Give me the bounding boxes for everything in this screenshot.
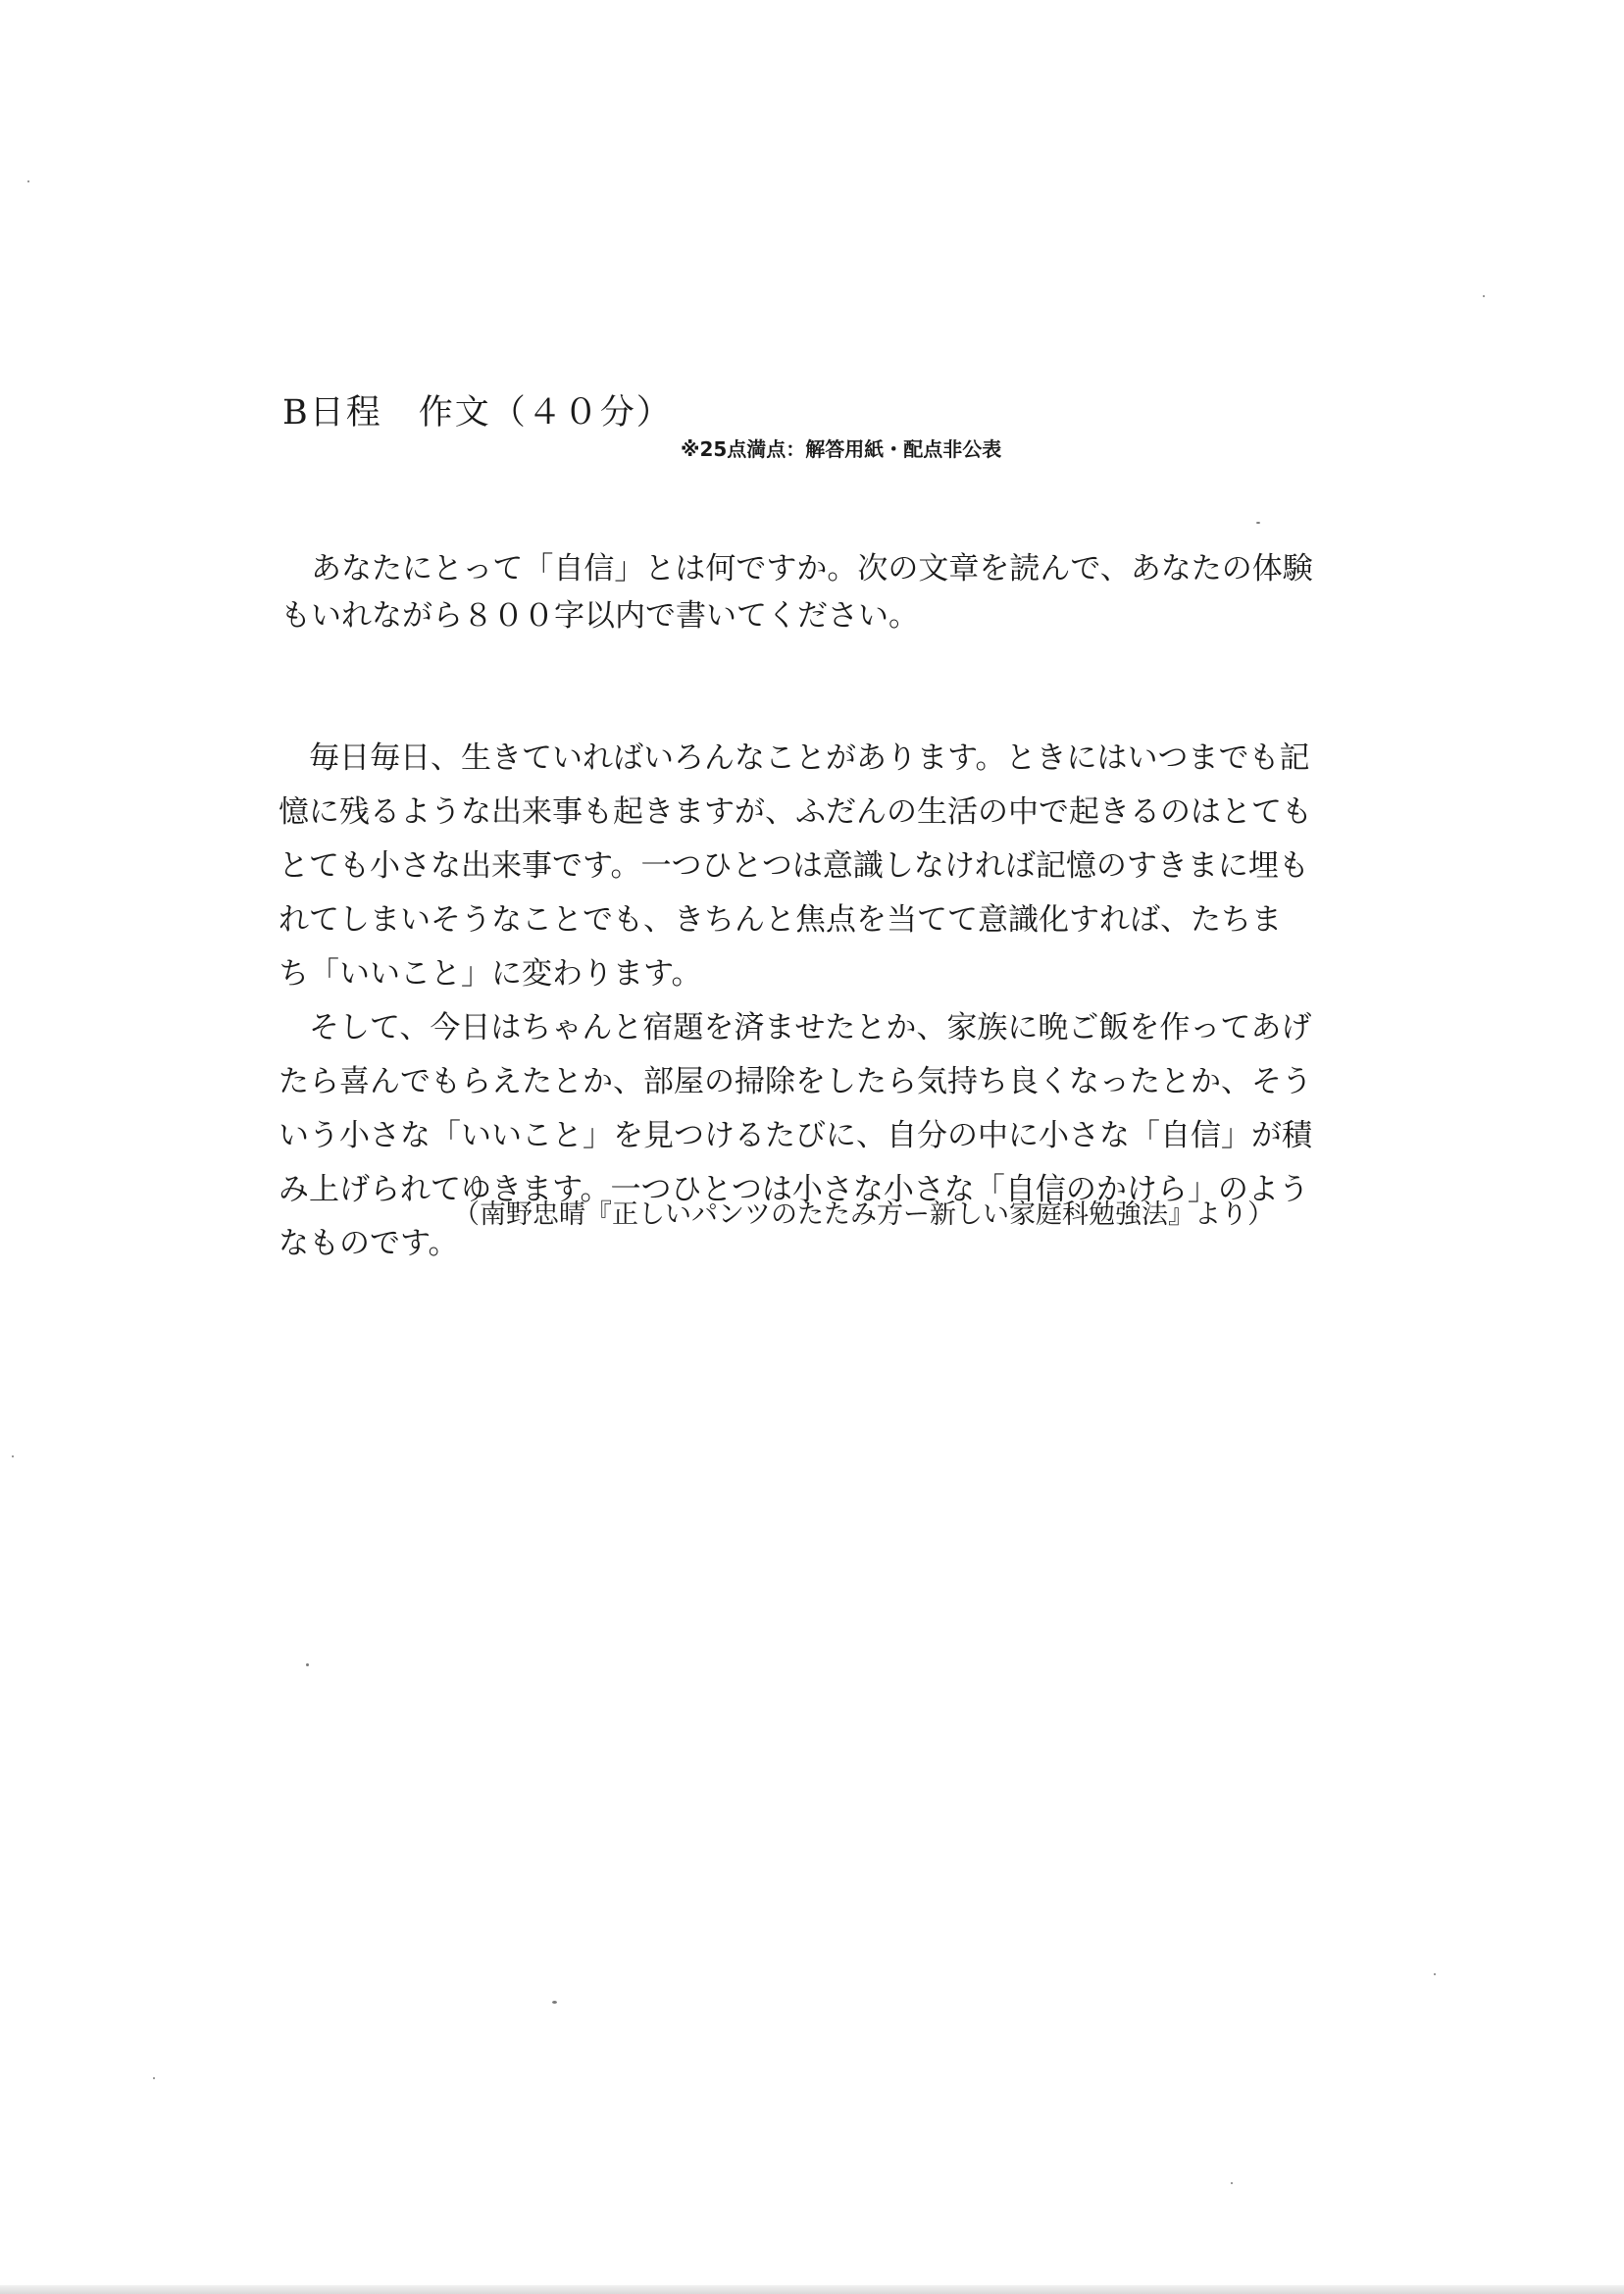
scan-speck [1483,295,1485,297]
passage-line: 毎日毎日、生きていればいろんなことがあります。ときにはいつまでも記 [279,740,1310,776]
passage-line: たら喜んでもらえたとか、部屋の掃除をしたら気持ち良くなったとか、そう [279,1064,1312,1099]
passage-line: み上げられてゆきます。一つひとつは小さな小さな「自信のかけら」のよう [279,1172,1309,1207]
passage-line: れてしまいそうなことでも、きちんと焦点を当てて意識化すれば、たちま [279,902,1282,938]
scan-speck [1231,2182,1233,2184]
passage-line: そして、今日はちゃんと宿題を済ませたとか、家族に晩ご飯を作ってあげ [279,1010,1312,1045]
passage-line: なものです。 [279,1226,459,1261]
scan-speck [153,2077,155,2079]
prompt-line: あなたにとって「自信」とは何ですか。次の文章を読んで、あなたの体験 [280,551,1313,586]
essay-prompt [280,545,1332,639]
source-citation: （南野忠晴『正しいパンツのたたみ方ー新しい家庭科勉強法』より） [453,1199,1274,1230]
scan-speck [27,180,29,182]
reading-passage [279,732,1338,1271]
prompt-line: もいれながら８００字以内で書いてください。 [280,598,919,634]
scan-speck [12,1455,14,1457]
scan-speck [1434,1973,1436,1975]
scan-speck [306,1663,309,1666]
passage-line: とても小さな出来事です。一つひとつは意識しなければ記憶のすきまに埋も [279,848,1309,884]
passage-line: ち「いいこと」に変わります。 [279,956,702,992]
passage-line: 憶に残るような出来事も起きますが、ふだんの生活の中で起きるのはとても [279,794,1312,830]
scoring-note: ※25点満点：解答用紙・配点非公表 [681,437,1002,461]
passage-line: いう小さな「いいこと」を見つけるたびに、自分の中に小さな「自信」が積 [279,1118,1312,1153]
scan-edge [0,2285,1624,2294]
exam-heading: B日程 作文（４０分） [282,393,673,433]
scan-speck [552,2001,557,2004]
scan-speck [1256,522,1260,524]
